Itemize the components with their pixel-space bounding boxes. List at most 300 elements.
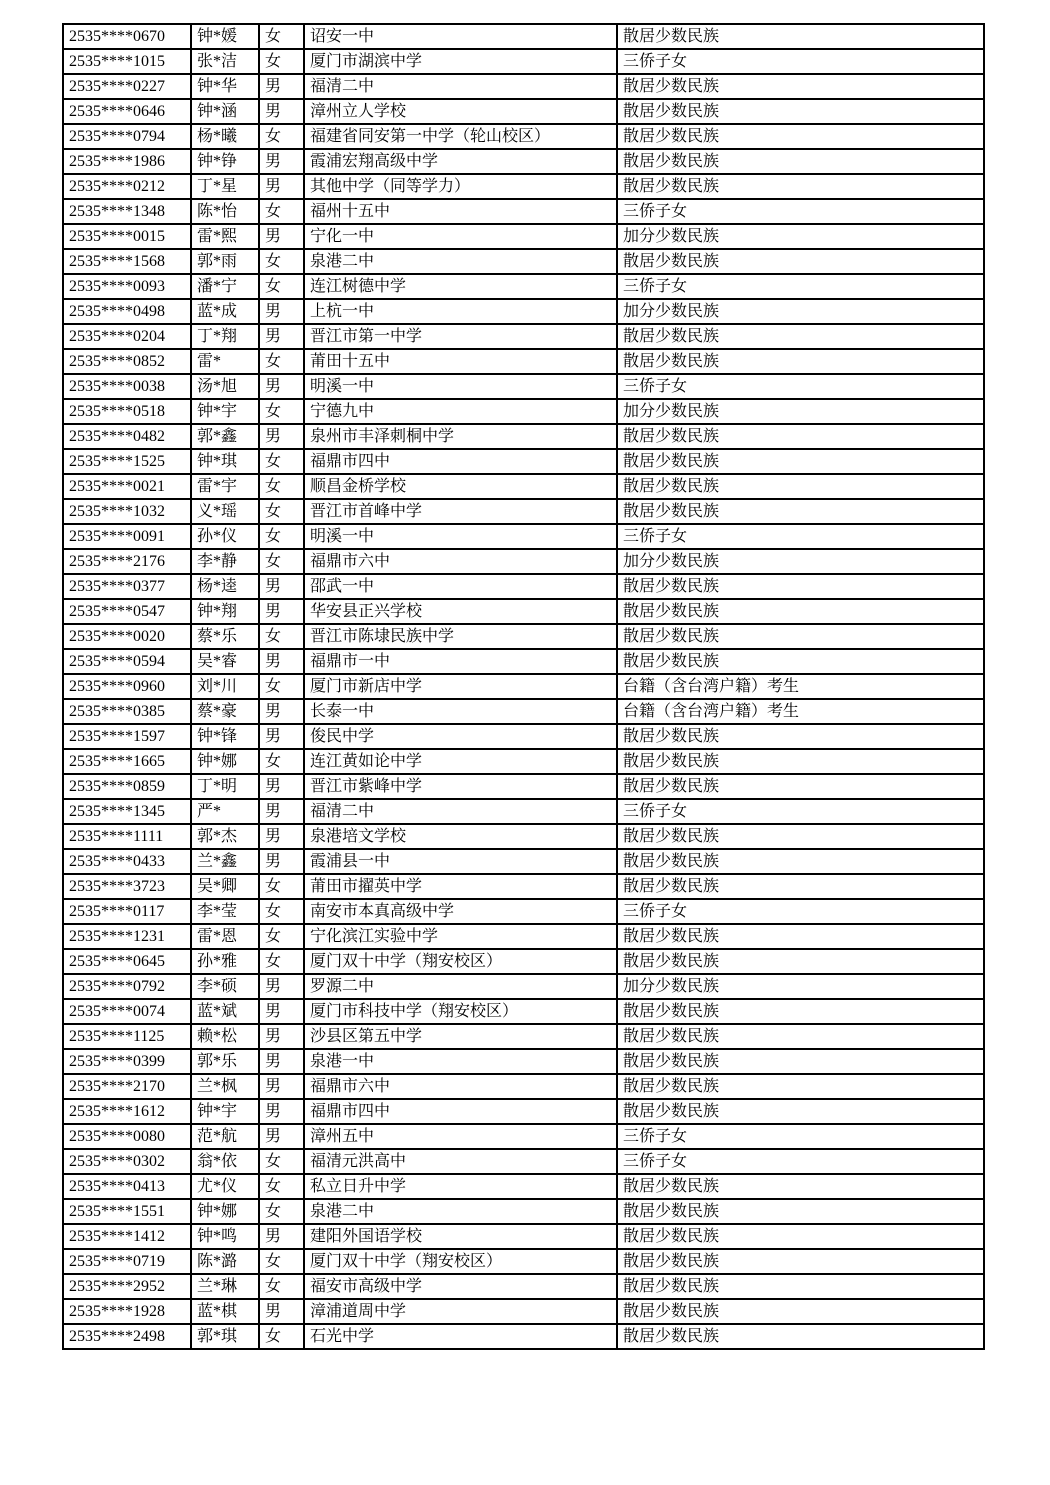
cell-category: 散居少数民族 <box>617 499 984 524</box>
cell-school: 泉港二中 <box>304 1199 617 1224</box>
cell-school: 罗源二中 <box>304 974 617 999</box>
table-row <box>63 624 984 649</box>
cell-exam-id: 2535****0960 <box>63 674 191 699</box>
cell-exam-id: 2535****0482 <box>63 424 191 449</box>
cell-school: 福鼎市四中 <box>304 449 617 474</box>
cell-gender: 女 <box>259 1149 304 1174</box>
cell-exam-id: 2535****0074 <box>63 999 191 1024</box>
cell-exam-id: 2535****0212 <box>63 174 191 199</box>
cell-exam-id: 2535****0852 <box>63 349 191 374</box>
cell-gender: 男 <box>259 599 304 624</box>
table-row <box>63 549 984 574</box>
table-row <box>63 474 984 499</box>
table-row <box>63 724 984 749</box>
cell-category: 三侨子女 <box>617 524 984 549</box>
cell-name: 吴*睿 <box>191 649 259 674</box>
cell-school: 莆田十五中 <box>304 349 617 374</box>
cell-category: 散居少数民族 <box>617 599 984 624</box>
cell-gender: 男 <box>259 99 304 124</box>
cell-name: 钟*宇 <box>191 1099 259 1124</box>
cell-category: 散居少数民族 <box>617 474 984 499</box>
cell-name: 杨*逵 <box>191 574 259 599</box>
cell-category: 三侨子女 <box>617 49 984 74</box>
cell-school: 其他中学（同等学力） <box>304 174 617 199</box>
cell-gender: 男 <box>259 174 304 199</box>
cell-gender: 女 <box>259 549 304 574</box>
table-row <box>63 774 984 799</box>
cell-school: 霞浦县一中 <box>304 849 617 874</box>
cell-category: 三侨子女 <box>617 274 984 299</box>
cell-school: 华安县正兴学校 <box>304 599 617 624</box>
cell-school: 福鼎市一中 <box>304 649 617 674</box>
cell-school: 漳浦道周中学 <box>304 1299 617 1324</box>
cell-gender: 男 <box>259 324 304 349</box>
cell-category: 台籍（含台湾户籍）考生 <box>617 674 984 699</box>
cell-gender: 女 <box>259 399 304 424</box>
cell-exam-id: 2535****0399 <box>63 1049 191 1074</box>
cell-category: 散居少数民族 <box>617 324 984 349</box>
cell-name: 钟*涵 <box>191 99 259 124</box>
cell-school: 邵武一中 <box>304 574 617 599</box>
cell-school: 霞浦宏翔高级中学 <box>304 149 617 174</box>
cell-category: 三侨子女 <box>617 799 984 824</box>
cell-exam-id: 2535****0117 <box>63 899 191 924</box>
table-row <box>63 49 984 74</box>
cell-school: 莆田市擢英中学 <box>304 874 617 899</box>
cell-gender: 女 <box>259 249 304 274</box>
cell-category: 散居少数民族 <box>617 99 984 124</box>
cell-school: 福安市高级中学 <box>304 1274 617 1299</box>
cell-school: 石光中学 <box>304 1324 617 1349</box>
cell-exam-id: 2535****1928 <box>63 1299 191 1324</box>
table-row <box>63 849 984 874</box>
cell-name: 郭*琪 <box>191 1324 259 1349</box>
table-row <box>63 699 984 724</box>
cell-category: 散居少数民族 <box>617 74 984 99</box>
table-row <box>63 174 984 199</box>
cell-exam-id: 2535****0021 <box>63 474 191 499</box>
cell-category: 散居少数民族 <box>617 624 984 649</box>
cell-gender: 男 <box>259 724 304 749</box>
cell-school: 漳州立人学校 <box>304 99 617 124</box>
cell-exam-id: 2535****0433 <box>63 849 191 874</box>
cell-category: 散居少数民族 <box>617 774 984 799</box>
cell-gender: 男 <box>259 649 304 674</box>
table-row <box>63 749 984 774</box>
cell-category: 散居少数民族 <box>617 924 984 949</box>
cell-exam-id: 2535****1665 <box>63 749 191 774</box>
cell-exam-id: 2535****0794 <box>63 124 191 149</box>
cell-school: 福清二中 <box>304 799 617 824</box>
cell-gender: 女 <box>259 24 304 49</box>
table-row <box>63 274 984 299</box>
cell-exam-id: 2535****2170 <box>63 1074 191 1099</box>
cell-name: 钟*鸣 <box>191 1224 259 1249</box>
cell-category: 散居少数民族 <box>617 1174 984 1199</box>
cell-category: 散居少数民族 <box>617 124 984 149</box>
cell-category: 加分少数民族 <box>617 549 984 574</box>
cell-exam-id: 2535****1551 <box>63 1199 191 1224</box>
cell-category: 散居少数民族 <box>617 574 984 599</box>
cell-name: 蓝*棋 <box>191 1299 259 1324</box>
cell-gender: 女 <box>259 349 304 374</box>
cell-exam-id: 2535****0792 <box>63 974 191 999</box>
cell-school: 晋江市首峰中学 <box>304 499 617 524</box>
cell-exam-id: 2535****0302 <box>63 1149 191 1174</box>
cell-name: 钟*娜 <box>191 749 259 774</box>
cell-name: 郭*乐 <box>191 1049 259 1074</box>
cell-exam-id: 2535****1612 <box>63 1099 191 1124</box>
table-row <box>63 974 984 999</box>
cell-category: 散居少数民族 <box>617 1024 984 1049</box>
cell-school: 厦门市新店中学 <box>304 674 617 699</box>
cell-exam-id: 2535****1032 <box>63 499 191 524</box>
cell-category: 三侨子女 <box>617 899 984 924</box>
table-row <box>63 1299 984 1324</box>
cell-name: 张*洁 <box>191 49 259 74</box>
table-body <box>63 24 984 1349</box>
cell-exam-id: 2535****0080 <box>63 1124 191 1149</box>
table-row <box>63 199 984 224</box>
cell-school: 泉港培文学校 <box>304 824 617 849</box>
cell-exam-id: 2535****0377 <box>63 574 191 599</box>
table-row <box>63 524 984 549</box>
cell-gender: 男 <box>259 1299 304 1324</box>
cell-exam-id: 2535****0859 <box>63 774 191 799</box>
cell-exam-id: 2535****1345 <box>63 799 191 824</box>
cell-category: 散居少数民族 <box>617 999 984 1024</box>
cell-school: 上杭一中 <box>304 299 617 324</box>
cell-category: 散居少数民族 <box>617 149 984 174</box>
cell-name: 雷*熙 <box>191 224 259 249</box>
cell-category: 散居少数民族 <box>617 1049 984 1074</box>
cell-category: 加分少数民族 <box>617 399 984 424</box>
cell-school: 福清二中 <box>304 74 617 99</box>
cell-school: 南安市本真高级中学 <box>304 899 617 924</box>
cell-school: 建阳外国语学校 <box>304 1224 617 1249</box>
cell-gender: 男 <box>259 1224 304 1249</box>
cell-gender: 男 <box>259 699 304 724</box>
cell-name: 汤*旭 <box>191 374 259 399</box>
cell-gender: 女 <box>259 949 304 974</box>
cell-category: 散居少数民族 <box>617 849 984 874</box>
cell-category: 散居少数民族 <box>617 1249 984 1274</box>
cell-category: 散居少数民族 <box>617 349 984 374</box>
cell-school: 泉州市丰泽刺桐中学 <box>304 424 617 449</box>
cell-school: 福鼎市六中 <box>304 1074 617 1099</box>
cell-name: 义*瑶 <box>191 499 259 524</box>
cell-exam-id: 2535****1231 <box>63 924 191 949</box>
cell-gender: 男 <box>259 1024 304 1049</box>
cell-exam-id: 2535****0518 <box>63 399 191 424</box>
cell-name: 潘*宁 <box>191 274 259 299</box>
cell-name: 雷*恩 <box>191 924 259 949</box>
cell-name: 钟*琪 <box>191 449 259 474</box>
cell-gender: 男 <box>259 974 304 999</box>
cell-category: 散居少数民族 <box>617 1099 984 1124</box>
cell-gender: 女 <box>259 524 304 549</box>
cell-gender: 男 <box>259 374 304 399</box>
cell-name: 钟*宇 <box>191 399 259 424</box>
cell-name: 兰*鑫 <box>191 849 259 874</box>
table-row <box>63 149 984 174</box>
table-row <box>63 1249 984 1274</box>
table-row <box>63 1024 984 1049</box>
table-row <box>63 1324 984 1349</box>
table-row <box>63 1199 984 1224</box>
cell-school: 泉港一中 <box>304 1049 617 1074</box>
cell-exam-id: 2535****1125 <box>63 1024 191 1049</box>
cell-school: 宁德九中 <box>304 399 617 424</box>
cell-exam-id: 2535****0547 <box>63 599 191 624</box>
cell-category: 加分少数民族 <box>617 224 984 249</box>
cell-exam-id: 2535****2498 <box>63 1324 191 1349</box>
cell-exam-id: 2535****1568 <box>63 249 191 274</box>
table-row <box>63 1049 984 1074</box>
cell-name: 严* <box>191 799 259 824</box>
cell-gender: 女 <box>259 624 304 649</box>
cell-gender: 女 <box>259 1324 304 1349</box>
cell-name: 蓝*成 <box>191 299 259 324</box>
cell-name: 蓝*斌 <box>191 999 259 1024</box>
cell-category: 散居少数民族 <box>617 649 984 674</box>
cell-gender: 女 <box>259 874 304 899</box>
table-row <box>63 124 984 149</box>
cell-name: 郭*杰 <box>191 824 259 849</box>
cell-name: 丁*星 <box>191 174 259 199</box>
cell-school: 明溪一中 <box>304 374 617 399</box>
cell-exam-id: 2535****1986 <box>63 149 191 174</box>
cell-category: 散居少数民族 <box>617 1224 984 1249</box>
table-row <box>63 574 984 599</box>
cell-exam-id: 2535****1597 <box>63 724 191 749</box>
table-row <box>63 399 984 424</box>
cell-category: 三侨子女 <box>617 1124 984 1149</box>
cell-gender: 男 <box>259 1074 304 1099</box>
cell-category: 台籍（含台湾户籍）考生 <box>617 699 984 724</box>
cell-category: 三侨子女 <box>617 199 984 224</box>
cell-gender: 女 <box>259 1249 304 1274</box>
cell-school: 厦门市湖滨中学 <box>304 49 617 74</box>
table-row <box>63 1224 984 1249</box>
cell-name: 兰*琳 <box>191 1274 259 1299</box>
cell-exam-id: 2535****0413 <box>63 1174 191 1199</box>
cell-school: 长泰一中 <box>304 699 617 724</box>
table-row <box>63 674 984 699</box>
cell-exam-id: 2535****0646 <box>63 99 191 124</box>
cell-gender: 男 <box>259 424 304 449</box>
cell-school: 顺昌金桥学校 <box>304 474 617 499</box>
cell-name: 孙*雅 <box>191 949 259 974</box>
cell-school: 宁化滨江实验中学 <box>304 924 617 949</box>
cell-name: 钟*华 <box>191 74 259 99</box>
cell-school: 福建省同安第一中学（轮山校区） <box>304 124 617 149</box>
table-row <box>63 824 984 849</box>
cell-gender: 女 <box>259 899 304 924</box>
cell-gender: 女 <box>259 49 304 74</box>
table-row <box>63 649 984 674</box>
cell-gender: 男 <box>259 999 304 1024</box>
table-row <box>63 1099 984 1124</box>
cell-gender: 女 <box>259 124 304 149</box>
table-row <box>63 349 984 374</box>
cell-gender: 女 <box>259 474 304 499</box>
table-row <box>63 1274 984 1299</box>
cell-name: 翁*依 <box>191 1149 259 1174</box>
cell-gender: 男 <box>259 224 304 249</box>
cell-gender: 女 <box>259 674 304 699</box>
cell-category: 散居少数民族 <box>617 824 984 849</box>
cell-gender: 女 <box>259 1174 304 1199</box>
cell-name: 吴*卿 <box>191 874 259 899</box>
cell-school: 晋江市陈埭民族中学 <box>304 624 617 649</box>
cell-category: 散居少数民族 <box>617 749 984 774</box>
cell-gender: 男 <box>259 1049 304 1074</box>
cell-gender: 男 <box>259 574 304 599</box>
cell-school: 连江黄如论中学 <box>304 749 617 774</box>
cell-name: 钟*锋 <box>191 724 259 749</box>
cell-name: 丁*明 <box>191 774 259 799</box>
cell-exam-id: 2535****1525 <box>63 449 191 474</box>
cell-gender: 男 <box>259 1099 304 1124</box>
cell-name: 杨*曦 <box>191 124 259 149</box>
cell-category: 散居少数民族 <box>617 949 984 974</box>
cell-name: 钟*翔 <box>191 599 259 624</box>
cell-school: 漳州五中 <box>304 1124 617 1149</box>
table-row <box>63 1124 984 1149</box>
cell-category: 三侨子女 <box>617 374 984 399</box>
cell-name: 陈*潞 <box>191 1249 259 1274</box>
table-row <box>63 1174 984 1199</box>
cell-school: 泉港二中 <box>304 249 617 274</box>
cell-school: 私立日升中学 <box>304 1174 617 1199</box>
cell-gender: 女 <box>259 499 304 524</box>
cell-gender: 男 <box>259 824 304 849</box>
cell-category: 散居少数民族 <box>617 874 984 899</box>
cell-school: 厦门市科技中学（翔安校区） <box>304 999 617 1024</box>
cell-exam-id: 2535****0038 <box>63 374 191 399</box>
cell-exam-id: 2535****0719 <box>63 1249 191 1274</box>
cell-name: 雷*宇 <box>191 474 259 499</box>
table-row <box>63 74 984 99</box>
cell-category: 散居少数民族 <box>617 424 984 449</box>
table-row <box>63 949 984 974</box>
cell-exam-id: 2535****1412 <box>63 1224 191 1249</box>
cell-exam-id: 2535****1348 <box>63 199 191 224</box>
cell-category: 散居少数民族 <box>617 249 984 274</box>
cell-exam-id: 2535****0015 <box>63 224 191 249</box>
cell-gender: 男 <box>259 299 304 324</box>
cell-category: 散居少数民族 <box>617 449 984 474</box>
cell-gender: 女 <box>259 274 304 299</box>
cell-name: 赖*松 <box>191 1024 259 1049</box>
cell-exam-id: 2535****3723 <box>63 874 191 899</box>
cell-name: 范*航 <box>191 1124 259 1149</box>
cell-gender: 男 <box>259 149 304 174</box>
cell-school: 宁化一中 <box>304 224 617 249</box>
cell-name: 尤*仪 <box>191 1174 259 1199</box>
cell-category: 三侨子女 <box>617 1149 984 1174</box>
cell-gender: 男 <box>259 849 304 874</box>
cell-name: 孙*仪 <box>191 524 259 549</box>
cell-exam-id: 2535****1015 <box>63 49 191 74</box>
table-row <box>63 449 984 474</box>
cell-name: 郭*鑫 <box>191 424 259 449</box>
cell-name: 丁*翔 <box>191 324 259 349</box>
cell-name: 郭*雨 <box>191 249 259 274</box>
table-row <box>63 374 984 399</box>
cell-exam-id: 2535****0204 <box>63 324 191 349</box>
cell-exam-id: 2535****0645 <box>63 949 191 974</box>
cell-gender: 女 <box>259 1274 304 1299</box>
cell-gender: 女 <box>259 1199 304 1224</box>
cell-exam-id: 2535****0385 <box>63 699 191 724</box>
cell-gender: 女 <box>259 449 304 474</box>
cell-exam-id: 2535****0020 <box>63 624 191 649</box>
table-row <box>63 299 984 324</box>
cell-exam-id: 2535****0594 <box>63 649 191 674</box>
cell-gender: 女 <box>259 749 304 774</box>
cell-gender: 男 <box>259 74 304 99</box>
cell-category: 散居少数民族 <box>617 1324 984 1349</box>
cell-school: 福清元洪高中 <box>304 1149 617 1174</box>
cell-name: 钟*娜 <box>191 1199 259 1224</box>
cell-category: 散居少数民族 <box>617 1199 984 1224</box>
table-row <box>63 24 984 49</box>
cell-name: 陈*怡 <box>191 199 259 224</box>
cell-name: 兰*枫 <box>191 1074 259 1099</box>
cell-school: 明溪一中 <box>304 524 617 549</box>
cell-category: 散居少数民族 <box>617 1299 984 1324</box>
cell-school: 福州十五中 <box>304 199 617 224</box>
cell-gender: 女 <box>259 199 304 224</box>
table-row <box>63 99 984 124</box>
cell-exam-id: 2535****2952 <box>63 1274 191 1299</box>
cell-category: 散居少数民族 <box>617 174 984 199</box>
cell-school: 晋江市第一中学 <box>304 324 617 349</box>
cell-category: 散居少数民族 <box>617 24 984 49</box>
cell-school: 俊民中学 <box>304 724 617 749</box>
cell-exam-id: 2535****1111 <box>63 824 191 849</box>
cell-school: 诏安一中 <box>304 24 617 49</box>
cell-exam-id: 2535****0498 <box>63 299 191 324</box>
cell-school: 福鼎市四中 <box>304 1099 617 1124</box>
cell-exam-id: 2535****0091 <box>63 524 191 549</box>
cell-gender: 男 <box>259 799 304 824</box>
table-row <box>63 799 984 824</box>
cell-exam-id: 2535****0670 <box>63 24 191 49</box>
cell-school: 连江树德中学 <box>304 274 617 299</box>
cell-gender: 女 <box>259 924 304 949</box>
cell-school: 厦门双十中学（翔安校区） <box>304 949 617 974</box>
table-row <box>63 899 984 924</box>
cell-school: 沙县区第五中学 <box>304 1024 617 1049</box>
table-row <box>63 874 984 899</box>
cell-school: 福鼎市六中 <box>304 549 617 574</box>
cell-name: 雷* <box>191 349 259 374</box>
table-row <box>63 1074 984 1099</box>
cell-school: 晋江市紫峰中学 <box>304 774 617 799</box>
cell-name: 刘*川 <box>191 674 259 699</box>
table-row <box>63 599 984 624</box>
cell-name: 李*莹 <box>191 899 259 924</box>
table-row <box>63 224 984 249</box>
cell-gender: 男 <box>259 774 304 799</box>
cell-exam-id: 2535****0093 <box>63 274 191 299</box>
cell-school: 厦门双十中学（翔安校区） <box>304 1249 617 1274</box>
student-roster-table <box>62 23 985 1350</box>
cell-name: 钟*铮 <box>191 149 259 174</box>
